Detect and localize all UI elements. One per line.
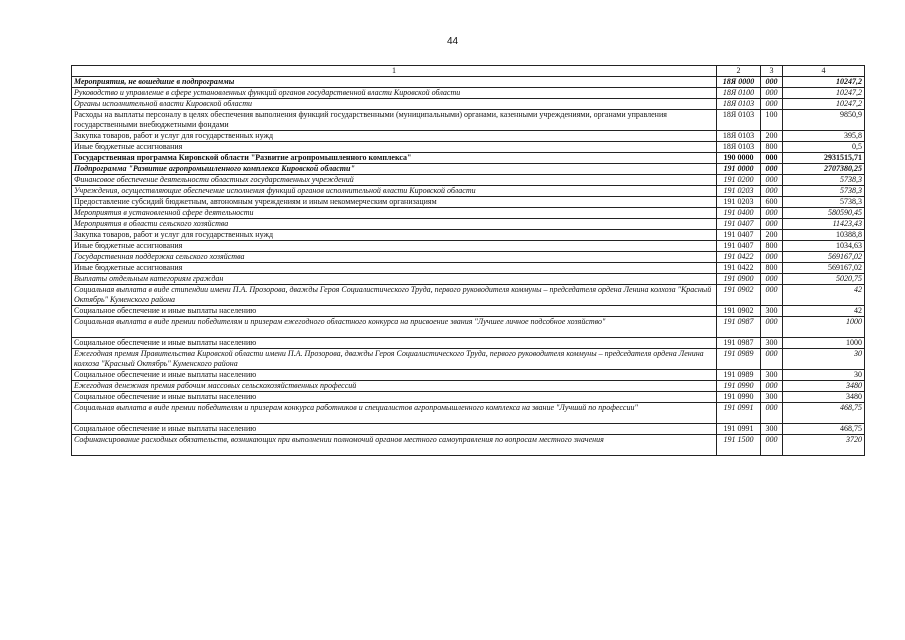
row-code-cell: 191 0991: [717, 424, 761, 435]
table-row: [72, 110, 865, 131]
row-expense-type-cell: 300: [761, 370, 783, 381]
row-sum-cell: 3720: [783, 435, 865, 456]
row-code-cell: 191 0407: [717, 219, 761, 230]
row-sum-cell: 1000: [783, 317, 865, 338]
row-sum-cell: 0,5: [783, 142, 865, 153]
row-name-cell: Иные бюджетные ассигнования: [72, 263, 717, 274]
row-expense-type-cell: 300: [761, 306, 783, 317]
row-expense-type-cell: 000: [761, 186, 783, 197]
budget-table: [71, 65, 865, 456]
table-row: [72, 370, 865, 381]
row-name-cell: Расходы на выплаты персоналу в целях обеспечения выполнения функций государственными (муниципальными) органами, казенными учреждениями, органами управления государственными внебюджетными фондами: [72, 110, 717, 131]
row-code-cell: 191 0203: [717, 197, 761, 208]
row-expense-type-cell: 000: [761, 317, 783, 338]
row-name-cell: Выплаты отдельным категориям граждан: [72, 274, 717, 285]
table-row: [72, 435, 865, 456]
row-name-cell: Социальное обеспечение и иные выплаты населению: [72, 392, 717, 403]
table-row: [72, 219, 865, 230]
row-sum-cell: 42: [783, 306, 865, 317]
row-sum-cell: 3480: [783, 381, 865, 392]
row-expense-type-cell: 000: [761, 349, 783, 370]
row-sum-cell: 30: [783, 370, 865, 381]
row-sum-cell: 1034,63: [783, 241, 865, 252]
row-expense-type-cell: 000: [761, 77, 783, 88]
row-name-cell: Социальное обеспечение и иные выплаты населению: [72, 424, 717, 435]
row-code-cell: 191 0200: [717, 175, 761, 186]
row-code-cell: 191 0407: [717, 230, 761, 241]
row-code-cell: 18Я 0103: [717, 131, 761, 142]
row-sum-cell: 2931515,71: [783, 153, 865, 164]
table-row: [72, 175, 865, 186]
row-expense-type-cell: 000: [761, 252, 783, 263]
row-code-cell: 190 0000: [717, 153, 761, 164]
row-expense-type-cell: 000: [761, 88, 783, 99]
row-sum-cell: 3480: [783, 392, 865, 403]
row-sum-cell: 468,75: [783, 403, 865, 424]
row-sum-cell: 5738,3: [783, 197, 865, 208]
row-sum-cell: 468,75: [783, 424, 865, 435]
row-expense-type-cell: 000: [761, 99, 783, 110]
row-expense-type-cell: 000: [761, 219, 783, 230]
row-sum-cell: 1000: [783, 338, 865, 349]
row-sum-cell: 580590,45: [783, 208, 865, 219]
row-sum-cell: 10247,2: [783, 88, 865, 99]
page-number: 44: [446, 36, 459, 47]
row-code-cell: 191 0902: [717, 285, 761, 306]
row-name-cell: Мероприятия в установленной сфере деятельности: [72, 208, 717, 219]
row-code-cell: 18Я 0103: [717, 99, 761, 110]
column-header-sum: 4: [783, 66, 865, 77]
row-code-cell: 191 0989: [717, 370, 761, 381]
row-expense-type-cell: 300: [761, 392, 783, 403]
row-expense-type-cell: 300: [761, 424, 783, 435]
row-expense-type-cell: 000: [761, 381, 783, 392]
row-name-cell: Социальная выплата в виде премии победителям и призерам ежегодного областного конкурса на присвоение звания "Лучшее личное подсобное хозяйство": [72, 317, 717, 338]
table-row: [72, 230, 865, 241]
table-row: [72, 424, 865, 435]
row-name-cell: Закупка товаров, работ и услуг для государственных нужд: [72, 230, 717, 241]
row-expense-type-cell: 000: [761, 285, 783, 306]
row-expense-type-cell: 000: [761, 435, 783, 456]
row-name-cell: Иные бюджетные ассигнования: [72, 241, 717, 252]
row-sum-cell: 10247,2: [783, 99, 865, 110]
row-name-cell: Государственная программа Кировской области "Развитие агропромышленного комплекса": [72, 153, 717, 164]
row-expense-type-cell: 800: [761, 142, 783, 153]
row-sum-cell: 5738,3: [783, 175, 865, 186]
row-expense-type-cell: 800: [761, 241, 783, 252]
row-expense-type-cell: 000: [761, 403, 783, 424]
row-code-cell: 191 0422: [717, 252, 761, 263]
row-code-cell: 191 0900: [717, 274, 761, 285]
row-name-cell: Социальное обеспечение и иные выплаты населению: [72, 338, 717, 349]
table-row: [72, 338, 865, 349]
row-code-cell: 191 0000: [717, 164, 761, 175]
row-name-cell: Ежегодная премия Правительства Кировской области имени П.А. Прозорова, дважды Героя Социалистического Труда, первого руководителя коммуны – председателя ордена Ленина колхоза "Красный Октябрь" Куменского района: [72, 349, 717, 370]
row-expense-type-cell: 300: [761, 338, 783, 349]
row-sum-cell: 11423,43: [783, 219, 865, 230]
row-sum-cell: 2707380,25: [783, 164, 865, 175]
row-sum-cell: 10247,2: [783, 77, 865, 88]
row-expense-type-cell: 200: [761, 230, 783, 241]
table-row: [72, 349, 865, 370]
table-row: [72, 274, 865, 285]
table-row: [72, 142, 865, 153]
row-name-cell: Органы исполнительной власти Кировской области: [72, 99, 717, 110]
row-name-cell: Социальное обеспечение и иные выплаты населению: [72, 306, 717, 317]
table-row: [72, 131, 865, 142]
table-row: [72, 252, 865, 263]
header-row: [72, 66, 865, 77]
row-sum-cell: 569167,02: [783, 263, 865, 274]
row-code-cell: 191 0203: [717, 186, 761, 197]
table-row: [72, 208, 865, 219]
row-code-cell: 18Я 0100: [717, 88, 761, 99]
row-code-cell: 191 0422: [717, 263, 761, 274]
table-row: [72, 99, 865, 110]
row-expense-type-cell: 000: [761, 175, 783, 186]
table-row: [72, 77, 865, 88]
row-sum-cell: 569167,02: [783, 252, 865, 263]
row-expense-type-cell: 000: [761, 208, 783, 219]
row-name-cell: Иные бюджетные ассигнования: [72, 142, 717, 153]
row-name-cell: Мероприятия в области сельского хозяйства: [72, 219, 717, 230]
row-name-cell: Учреждения, осуществляющие обеспечение исполнения функций органов исполнительной власти Кировской области: [72, 186, 717, 197]
table-row: [72, 153, 865, 164]
row-expense-type-cell: 200: [761, 131, 783, 142]
row-name-cell: Социальная выплата в виде стипендии имени П.А. Прозорова, дважды Героя Социалистического Труда, первого руководителя коммуны – председателя ордена Ленина колхоза "Красный Октябрь" Куменского района: [72, 285, 717, 306]
table-row: [72, 306, 865, 317]
row-expense-type-cell: 000: [761, 164, 783, 175]
row-name-cell: Финансовое обеспечение деятельности областных государственных учреждений: [72, 175, 717, 186]
row-code-cell: 191 0990: [717, 392, 761, 403]
table-row: [72, 285, 865, 306]
row-code-cell: 191 0987: [717, 317, 761, 338]
column-header-code: 2: [717, 66, 761, 77]
row-expense-type-cell: 600: [761, 197, 783, 208]
row-code-cell: 191 1500: [717, 435, 761, 456]
row-code-cell: 18Я 0000: [717, 77, 761, 88]
row-sum-cell: 42: [783, 285, 865, 306]
row-name-cell: Социальное обеспечение и иные выплаты населению: [72, 370, 717, 381]
table-row: [72, 381, 865, 392]
table-row: [72, 317, 865, 338]
row-name-cell: Социальная выплата в виде премии победителям и призерам конкурса работников и специалистов агропромышленного комплекса на звание "Лучший по профессии": [72, 403, 717, 424]
table-row: [72, 403, 865, 424]
row-code-cell: 18Я 0103: [717, 142, 761, 153]
row-sum-cell: 30: [783, 349, 865, 370]
row-expense-type-cell: 800: [761, 263, 783, 274]
table-row: [72, 88, 865, 99]
table-row: [72, 164, 865, 175]
column-header-name: 1: [72, 66, 717, 77]
table-row: [72, 241, 865, 252]
row-code-cell: 191 0989: [717, 349, 761, 370]
row-name-cell: Закупка товаров, работ и услуг для государственных нужд: [72, 131, 717, 142]
row-code-cell: 191 0902: [717, 306, 761, 317]
row-sum-cell: 5020,75: [783, 274, 865, 285]
row-sum-cell: 10388,8: [783, 230, 865, 241]
table-row: [72, 263, 865, 274]
row-sum-cell: 5738,3: [783, 186, 865, 197]
row-code-cell: 191 0990: [717, 381, 761, 392]
row-name-cell: Руководство и управление в сфере установленных функций органов государственной власти Кировской области: [72, 88, 717, 99]
row-sum-cell: 395,8: [783, 131, 865, 142]
row-name-cell: Мероприятия, не вошедшие в подпрограммы: [72, 77, 717, 88]
row-code-cell: 191 0400: [717, 208, 761, 219]
table-row: [72, 186, 865, 197]
column-header-expense-type: 3: [761, 66, 783, 77]
row-name-cell: Государственная поддержка сельского хозяйства: [72, 252, 717, 263]
row-code-cell: 18Я 0103: [717, 110, 761, 131]
table-row: [72, 197, 865, 208]
row-name-cell: Ежегодная денежная премия рабочим массовых сельскохозяйственных профессий: [72, 381, 717, 392]
row-expense-type-cell: 000: [761, 274, 783, 285]
table-row: [72, 392, 865, 403]
row-expense-type-cell: 000: [761, 153, 783, 164]
row-code-cell: 191 0991: [717, 403, 761, 424]
row-code-cell: 191 0987: [717, 338, 761, 349]
row-expense-type-cell: 100: [761, 110, 783, 131]
row-code-cell: 191 0407: [717, 241, 761, 252]
row-name-cell: Подпрограмма "Развитие агропромышленного комплекса Кировской области": [72, 164, 717, 175]
row-name-cell: Софинансирование расходных обязательств, возникающих при выполнении полномочий органов местного самоуправления по вопросам местного значения: [72, 435, 717, 456]
row-sum-cell: 9850,9: [783, 110, 865, 131]
row-name-cell: Предоставление субсидий бюджетным, автономным учреждениям и иным некоммерческим организациям: [72, 197, 717, 208]
